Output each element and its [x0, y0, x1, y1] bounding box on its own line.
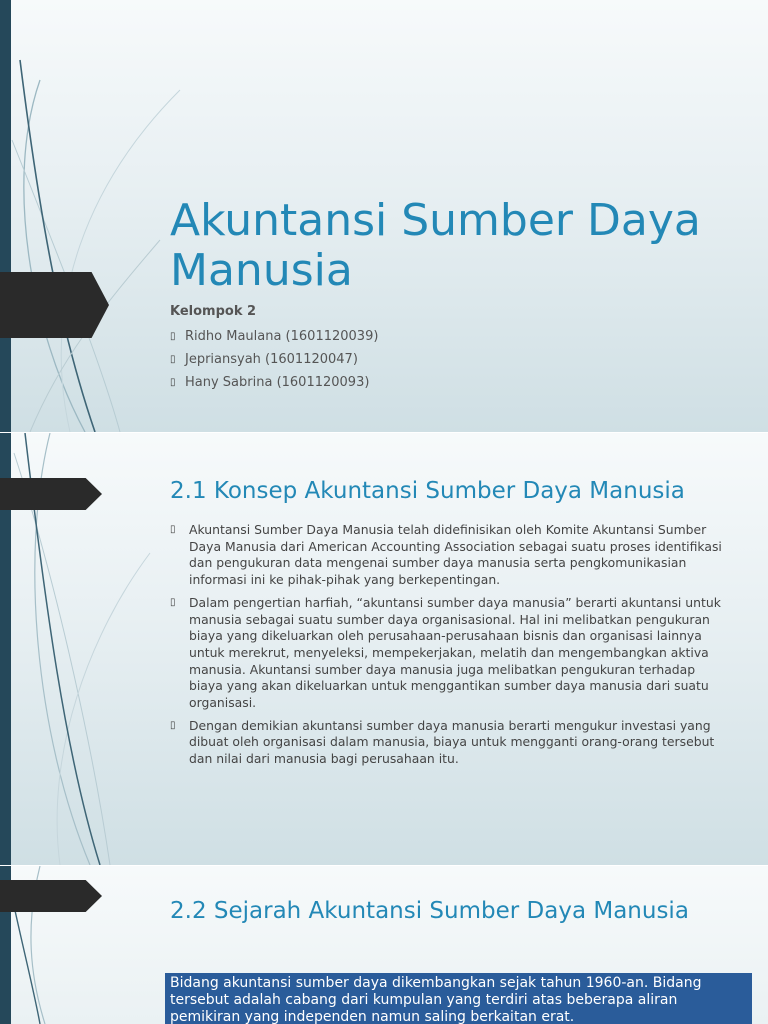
slide-concept — [0, 433, 768, 865]
bullet-icon: ▯ — [170, 331, 176, 342]
list-item — [170, 371, 378, 394]
arrow-shape — [0, 478, 102, 510]
bullet-text: Dengan demikian akuntansi sumber daya manusia berarti mengukur investasi yang dibuat oleh organisasi dalam manusia, biaya untuk mengganti orang-orang tersebut dan nilai dari manusia bagi perusahaan itu. — [189, 717, 715, 767]
group-label: Kelompok 2 — [170, 304, 257, 319]
slide-history — [0, 866, 768, 1024]
arrow-shape — [0, 272, 109, 338]
section-title: 2.1 Konsep Akuntansi Sumber Daya Manusia — [170, 478, 685, 504]
presentation-title: Akuntansi Sumber Daya Manusia — [170, 195, 701, 296]
bullet-text: Dalam pengertian harfiah, “akuntansi sumber daya manusia” berarti akuntansi untuk manusia sebagai suatu sumber daya organisasional. Hal ini melibatkan pengukuran biaya yang dikeluarkan oleh perusahaan-perusahaan bisnis dan organisasi lainnya untuk merekrut, menyeleksi, mempekerjakan, melatih dan mengembangkan aktiva manusia. Akuntansi sumber daya manusia juga melibatkan pengukuran terhadap biaya yang akan dikeluarkan untuk menggantikan sumber daya manusia dari suatu organisasi. — [189, 594, 721, 711]
member-name: Ridho Maulana (1601120039) — [185, 329, 379, 344]
list-item — [170, 325, 378, 348]
member-name: Jepriansyah (1601120047) — [185, 352, 358, 367]
list-item — [170, 595, 730, 712]
bullet-icon: ▯ — [170, 524, 176, 535]
highlight-textbox: Bidang akuntansi sumber daya dikembangkan sejak tahun 1960-an. Bidang tersebut adalah cabang dari kumpulan yang terdiri atas beberapa aliran pemikiran yang independen namun saling berkaitan erat. — [165, 973, 752, 1024]
bullet-icon: ▯ — [170, 354, 176, 365]
bullet-text: Akuntansi Sumber Daya Manusia telah didefinisikan oleh Komite Akuntansi Sumber Daya Manusia dari American Accounting Association sebagai suatu proses identifikasi dan pengukuran data mengenai sumber daya manusia serta pengkomunikasian informasi ini ke pihak-pihak yang berkepentingan. — [189, 522, 722, 588]
slide-title — [0, 0, 768, 432]
member-list — [170, 325, 378, 394]
concept-list — [170, 522, 730, 774]
bullet-icon: ▯ — [170, 596, 176, 608]
list-item — [170, 348, 378, 371]
list-item — [170, 718, 730, 768]
section-title: 2.2 Sejarah Akuntansi Sumber Daya Manusia — [170, 898, 689, 924]
bullet-icon: ▯ — [170, 719, 176, 731]
bullet-icon: ▯ — [170, 377, 176, 388]
list-item — [170, 522, 730, 589]
arrow-shape — [0, 880, 102, 912]
member-name: Hany Sabrina (1601120093) — [185, 375, 370, 390]
